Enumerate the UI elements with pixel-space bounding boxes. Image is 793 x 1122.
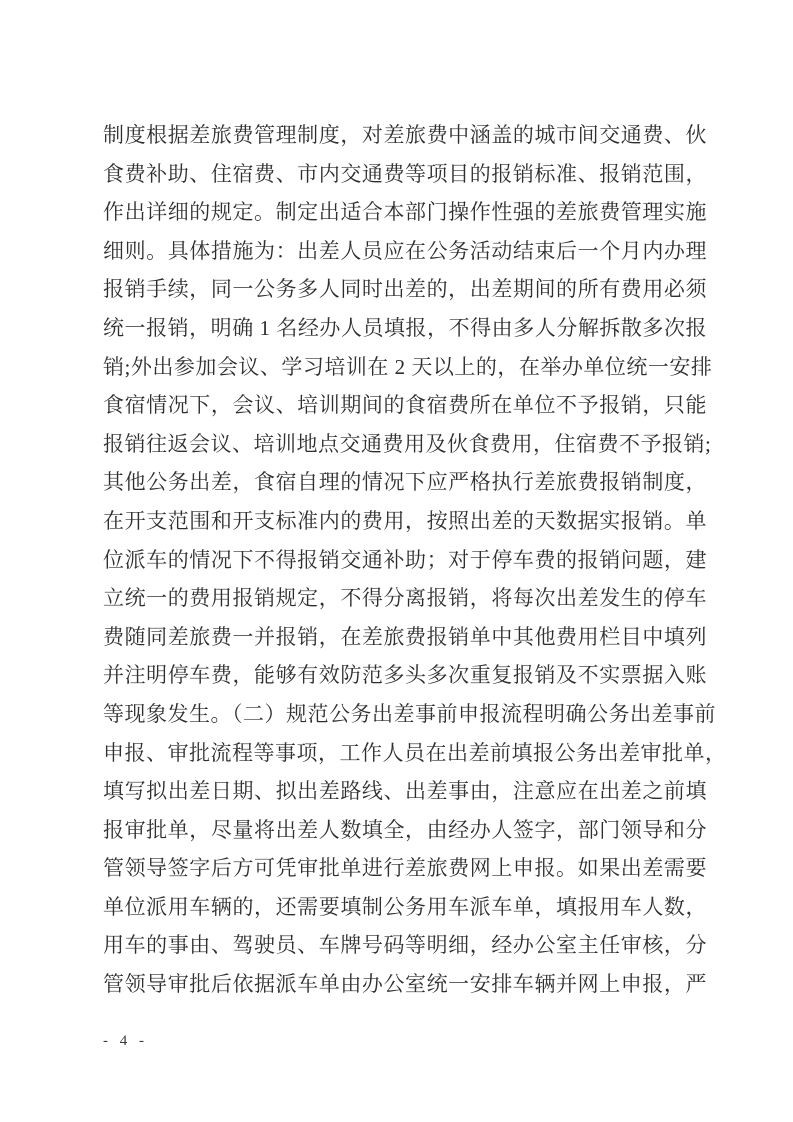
document-line: 食费补助、住宿费、市内交通费等项目的报销标准、报销范围， [103, 161, 707, 186]
document-line: 申报、审批流程等事项，工作人员在出差前填报公务出差审批单， [103, 740, 727, 765]
document-line: 作出详细的规定。制定出适合本部门操作性强的差旅费管理实施 [103, 200, 707, 225]
document-line: 用车的事由、驾驶员、车牌号码等明细，经办公室主任审核，分 [103, 933, 707, 958]
document-line: 统一报销，明确 1 名经办人员填报，不得由多人分解拆散多次报 [103, 315, 707, 340]
document-line: 单位派用车辆的，还需要填制公务用车派车单，填报用车人数， [103, 894, 707, 919]
document-line: 食宿情况下，会议、培训期间的食宿费所在单位不予报销，只能 [103, 393, 707, 418]
document-line: 报销手续，同一公务多人同时出差的，出差期间的所有费用必须 [103, 277, 707, 302]
document-line: 销;外出参加会议、学习培训在 2 天以上的，在举办单位统一安排 [103, 354, 713, 379]
document-line: 等现象发生。（二）规范公务出差事前申报流程明确公务出差事前 [103, 701, 716, 726]
document-line: 制度根据差旅费管理制度，对差旅费中涵盖的城市间交通费、伙 [103, 123, 707, 147]
document-line: 立统一的费用报销规定，不得分离报销，将每次出差发生的停车 [103, 586, 707, 611]
page-number: - 4 - [103, 1033, 148, 1049]
document-line: 报销往返会议、培训地点交通费用及伙食费用，住宿费不予报销; [103, 431, 712, 456]
document-line: 填写拟出差日期、拟出差路线、出差事由，注意应在出差之前填 [103, 779, 707, 804]
document-line: 报审批单，尽量将出差人数填全，由经办人签字，部门领导和分 [103, 817, 707, 842]
document-line: 管领导审批后依据派车单由办公室统一安排车辆并网上申报，严 [103, 972, 707, 997]
document-line: 细则。具体措施为：出差人员应在公务活动结束后一个月内办理 [103, 238, 707, 263]
body-text-block [103, 116, 727, 1004]
document-line: 在开支范围和开支标准内的费用，按照出差的天数据实报销。单 [103, 508, 707, 533]
document-line: 其他公务出差，食宿自理的情况下应严格执行差旅费报销制度， [103, 470, 707, 495]
document-line: 管领导签字后方可凭审批单进行差旅费网上申报。如果出差需要 [103, 856, 707, 881]
document-line: 并注明停车费，能够有效防范多头多次重复报销及不实票据入账 [103, 663, 707, 688]
document-line: 费随同差旅费一并报销，在差旅费报销单中其他费用栏目中填列 [103, 624, 707, 649]
document-line: 位派车的情况下不得报销交通补助；对于停车费的报销问题，建 [103, 547, 707, 572]
